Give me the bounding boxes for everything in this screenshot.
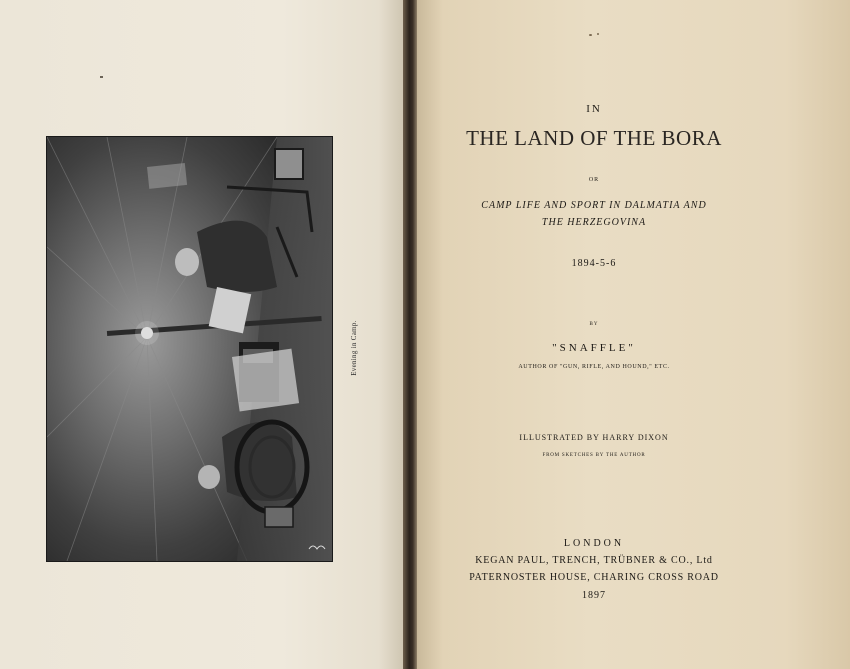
plate-caption: Evening in Camp.	[350, 320, 358, 376]
frontispiece-illustration	[47, 137, 332, 561]
book-gutter	[403, 0, 417, 669]
subtitle-line-2: THE HERZEGOVINA	[541, 217, 647, 228]
author-pseudonym: "SNAFFLE"	[552, 342, 636, 354]
illustrator-credit: ILLUSTRATED BY HARRY DIXON	[519, 433, 669, 442]
book-title: THE LAND OF THE BORA	[466, 126, 722, 150]
sketches-credit: FROM SKETCHES BY THE AUTHOR	[542, 453, 646, 458]
imprint-year: 1897	[582, 590, 606, 601]
imprint-city: LONDON	[563, 538, 625, 549]
subtitle-line-1: CAMP LIFE AND SPORT IN DALMATIA AND	[481, 200, 707, 211]
page-speck	[597, 33, 599, 35]
title-or: OR	[588, 177, 600, 183]
imprint-publisher: KEGAN PAUL, TRENCH, TRÜBNER & CO., Ltd	[475, 555, 713, 566]
page-speck	[589, 34, 592, 36]
title-prefix: IN	[586, 103, 602, 115]
frontispiece-page	[0, 0, 403, 669]
title-page	[417, 0, 850, 669]
by-label: BY	[589, 322, 599, 327]
page-speck	[100, 76, 103, 78]
imprint-address: PATERNOSTER HOUSE, CHARING CROSS ROAD	[469, 572, 719, 583]
book-dates: 1894-5-6	[571, 258, 617, 269]
book-subtitle	[417, 197, 771, 231]
author-credits: AUTHOR OF "GUN, RIFLE, AND HOUND," ETC.	[518, 364, 670, 370]
